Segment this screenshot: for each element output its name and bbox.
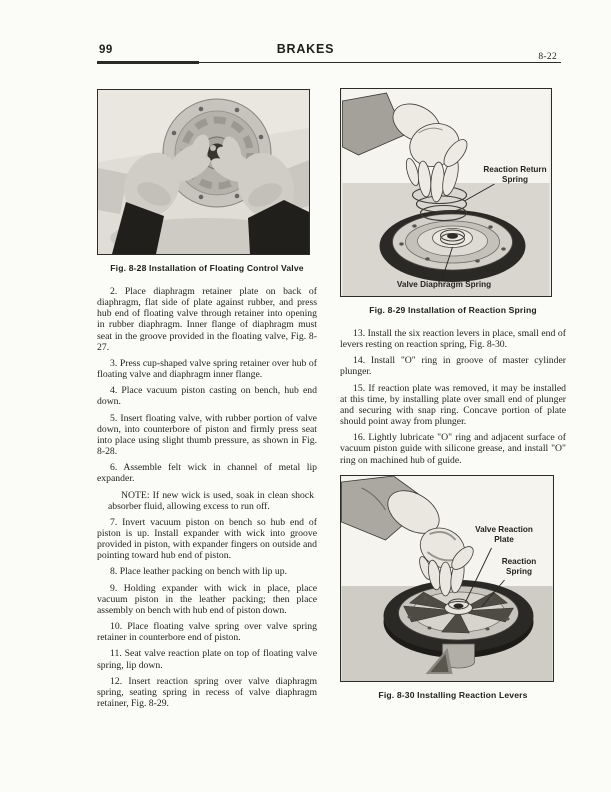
reaction-spring-installation-art (341, 89, 551, 296)
reaction-return-spring-label: Reaction Return Spring (483, 165, 547, 184)
figure-8-28-caption: Fig. 8-28 Installation of Floating Control Valve (110, 263, 304, 273)
step-2: 2. Place diaphragm retainer plate on back of diaphragm, flat side of plate against rubber, and press hub end of floating valve through retainer into opening in rubber diaphragm. Inner flange of diaphragm must seat in the groove provided in the floating valve, Fig. 8-27. (97, 286, 317, 353)
step-12: 12. Insert reaction spring over valve diaphragm spring, seating spring in recess of valve diaphragm retainer, Fig. 8-29. (97, 675, 317, 709)
figure-8-30-illustration (340, 475, 554, 682)
step-15: 15. If reaction plate was removed, it may be installed at this time, by installing plate over small end of plunger and securing with snap ring. Concave portion of plate should point away from plunger. (340, 382, 566, 428)
step-7: 7. Invert vacuum piston on bench so hub end of piston is up. Install expander with wick into groove provided in piston, with expander fingers on outside and pointing toward hub end of piston. (97, 516, 317, 562)
figure-8-30-caption: Fig. 8-30 Installing Reaction Levers (378, 689, 528, 700)
figure-8-29-caption: Fig. 8-29 Installation of Reaction Spring (369, 305, 537, 315)
step-14: 14. Install "O" ring in groove of master cylinder plunger. (340, 355, 566, 378)
step-11: 11. Seat valve reaction plate on top of floating valve spring, lip down. (97, 648, 317, 671)
step-8: 8. Place leather packing on bench with lip up. (110, 566, 288, 578)
step-5: 5. Insert floating valve, with rubber portion of valve down, into counterbore of piston and firmly press seat into place using slight thumb pressure, as shown in Fig. 8-28. (97, 412, 317, 458)
page-number-left: 99 (99, 44, 113, 56)
step-3: 3. Press cup-shaped valve spring retainer over hub of floating valve and diaphragm inner flange. (97, 357, 317, 381)
page-title: BRAKES (276, 42, 335, 56)
figure-8-29-illustration (340, 88, 552, 297)
step-10: 10. Place floating valve spring over valve spring retainer in counterbore end of piston. (97, 621, 317, 644)
valve-diaphragm-spring-label: Valve Diaphragm Spring (396, 280, 492, 289)
reaction-spring-label: Reaction Spring (501, 556, 537, 576)
step-4: 4. Place vacuum piston casting on bench, hub end down. (97, 385, 317, 408)
reaction-levers-installation-art (341, 476, 553, 681)
valve-body-art (380, 210, 526, 282)
note-block: NOTE: If new wick is used, soak in clean shock absorber fluid, allowing excess to run off. (108, 489, 314, 512)
right-column (340, 88, 566, 713)
figure-8-28-photo (97, 89, 310, 255)
step-9: 9. Holding expander with wick in place, place vacuum piston in the leather packing; then place assembly on bench with hub end of piston down. (97, 582, 317, 616)
floating-control-valve-photo (98, 90, 309, 254)
step-13: 13. Install the six reaction levers in place, small end of levers resting on reaction spring, Fig. 8-30. (340, 328, 566, 351)
left-column (97, 89, 317, 714)
valve-reaction-plate-label: Valve Reaction Plate (475, 524, 533, 544)
page-number-right: 8-22 (538, 52, 557, 62)
step-16: 16. Lightly lubricate "O" ring and adjacent surface of vacuum piston guide with silicone grease, and install "O" ring on machined hub of guide. (340, 432, 566, 466)
header-rule-left-segment (97, 61, 199, 64)
step-6: 6. Assemble felt wick in channel of metal lip expander. (97, 462, 317, 485)
